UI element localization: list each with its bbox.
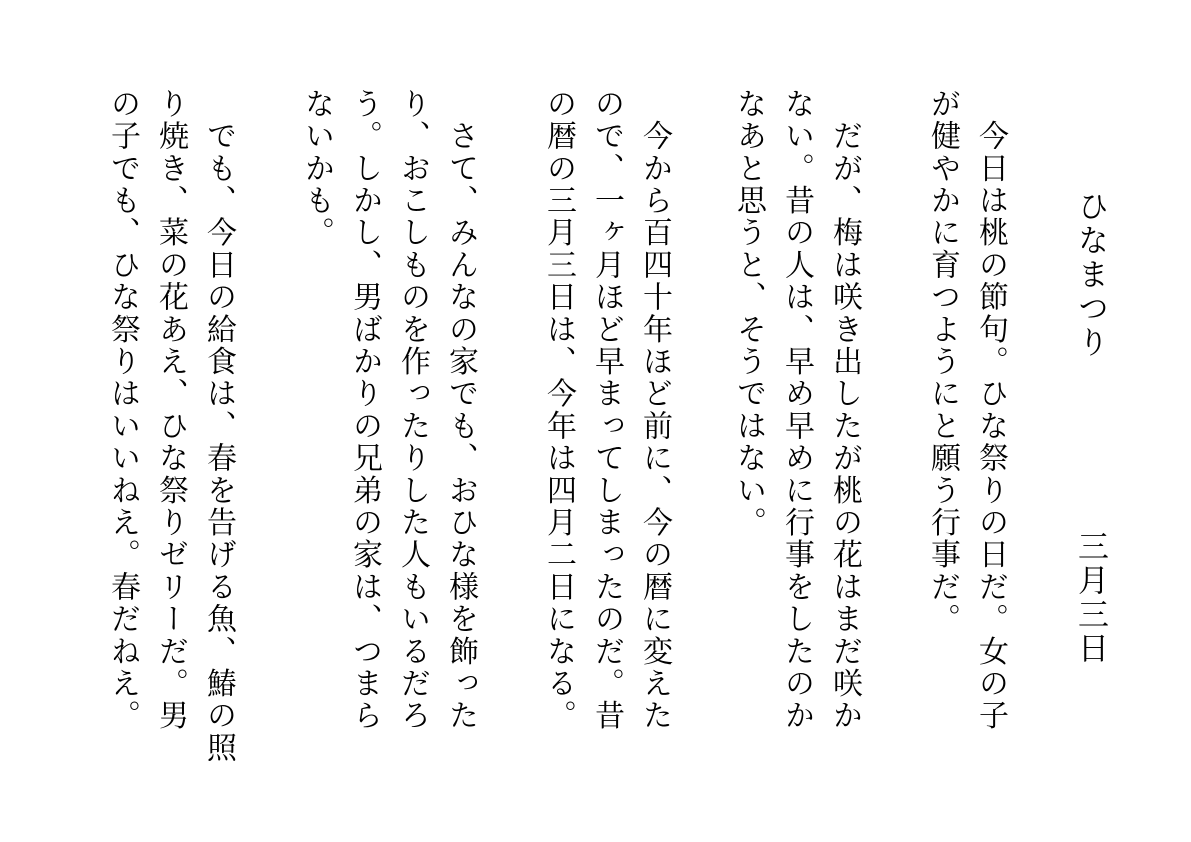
text-line: さて、みんなの家でも、おひな様を飾った bbox=[443, 88, 478, 732]
text-line: ないかも。 bbox=[299, 88, 334, 249]
text-line: だが、梅は咲き出したが桃の花はまだ咲か bbox=[827, 88, 862, 732]
text-line: り焼き、菜の花あえ、ひな祭りゼリーだ。男 bbox=[153, 88, 188, 732]
document-title: ひなまつり bbox=[1072, 190, 1108, 360]
text-line: 今日は桃の節句。ひな祭りの日だ。女の子 bbox=[973, 88, 1008, 732]
text-line: でも、今日の給食は、春を告げる魚、鰆の照 bbox=[201, 88, 236, 765]
text-line: 今から百四十年ほど前に、今の暦に変えた bbox=[637, 88, 672, 732]
text-line: ない。昔の人は、早め早めに行事をしたのか bbox=[779, 88, 814, 732]
text-line: なあと思うと、そうではない。 bbox=[731, 88, 766, 539]
text-line: り、おこしものを作ったりした人もいるだろ bbox=[395, 88, 430, 732]
text-line: う。しかし、男ばかりの兄弟の家は、つまら bbox=[347, 88, 382, 732]
text-line: の暦の三月三日は、今年は四月二日になる。 bbox=[541, 88, 576, 732]
text-line: ので、一ヶ月ほど早まってしまったのだ。昔 bbox=[589, 88, 624, 732]
text-line: が健やかに育つようにと願う行事だ。 bbox=[925, 88, 960, 636]
document-date: 三月三日 bbox=[1072, 530, 1108, 666]
text-line: の子でも、ひな祭りはいいねえ。春だねえ。 bbox=[105, 88, 140, 732]
